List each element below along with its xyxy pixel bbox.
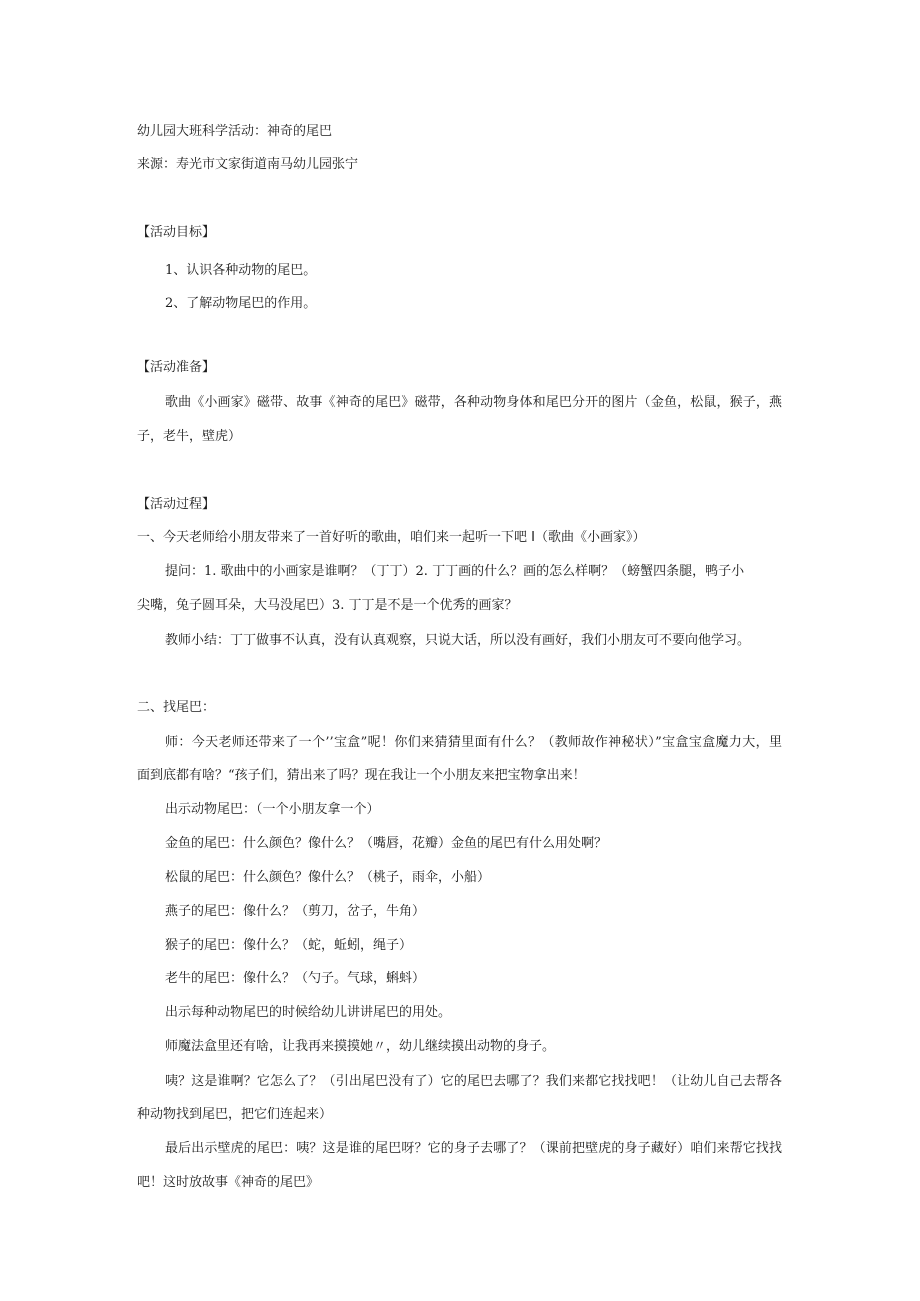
preparation-line-2: 子，老牛，壁虎）: [137, 429, 242, 444]
part2-line-4: 金鱼的尾巴：什么颜色？像什么？（嘴唇，花瓣）金鱼的尾巴有什么用处啊？: [165, 836, 608, 851]
preparation-line-1: 歌曲《小画家》磁带、故事《神奇的尾巴》磁带，各种动物身体和尾巴分开的图片（金鱼，松鼠，猴子，燕: [165, 395, 782, 410]
part2-line-10: 师魔法盒里还有啥，让我再来摸摸她〃，幼儿继续摸出动物的身子。: [165, 1039, 556, 1054]
document-title: 幼儿园大班科学活动：神奇的尾巴: [137, 124, 333, 139]
goal-item-1: 1、认识各种动物的尾巴。: [165, 263, 317, 278]
part2-line-12: 种动物找到尾巴，把它们连起来）: [137, 1107, 333, 1122]
part2-heading: 二、找尾巴：: [137, 700, 216, 715]
part2-line-2: 面到底都有啥？“孩子们，猜出来了吗？现在我让一个小朋友来把宝物拿出来！: [137, 768, 586, 783]
goals-heading: 【活动目标】: [137, 225, 216, 240]
part2-line-3: 出示动物尾巴：（一个小朋友拿一个）: [165, 802, 380, 817]
part2-line-8: 老牛的尾巴：像什么？（勺子。气球，蝌蚪）: [165, 971, 426, 986]
part1-line-1: 提问：1. 歌曲中的小画家是谁啊？（丁丁）2. 丁丁画的什么？画的怎么样啊？（螃蟹四条腿，鸭子小: [165, 564, 745, 579]
part2-line-1: 师：今天老师还带来了一个’’宝盒”呢！你们来猜猜里面有什么？（教师故作神秘状）”宝盒宝盒魔力大，里: [165, 735, 782, 750]
part2-line-7: 猴子的尾巴：像什么？（蛇，蚯蚓，绳子）: [165, 938, 413, 953]
part2-line-14: 吧！这时放故事《神奇的尾巴》: [137, 1175, 320, 1190]
part1-line-3: 教师小结：丁丁做事不认真，没有认真观察，只说大话，所以没有画好，我们小朋友可不要向他学习。: [165, 633, 751, 648]
goal-item-2: 2、了解动物尾巴的作用。: [165, 296, 317, 311]
part2-line-13: 最后出示壁虎的尾巴：咦？这是谁的尾巴呀？它的身子去哪了？（课前把壁虎的身子藏好）咱们来帮它找找: [165, 1141, 782, 1156]
part2-line-11: 咦？这是谁啊？它怎么了？（引出尾巴没有了）它的尾巴去哪了？我们来都它找找吧！（让幼儿自己去帮各: [165, 1074, 782, 1089]
part2-line-5: 松鼠的尾巴：什么颜色？像什么？（桃子，雨伞，小船）: [165, 870, 491, 885]
process-heading: 【活动过程】: [137, 497, 216, 512]
part1-heading: 一、今天老师给小朋友带来了一首好听的歌曲，咱们来一起听一下吧 I（歌曲《小画家》）: [137, 530, 646, 545]
part2-line-9: 出示每种动物尾巴的时候给幼儿讲讲尾巴的用处。: [165, 1005, 452, 1020]
document-source: 来源：寿光市文家街道南马幼儿园张宁: [137, 157, 359, 172]
part1-line-2: 尖嘴，兔子圆耳朵，大马没尾巴）3. 丁丁是不是一个优秀的画家？: [137, 598, 518, 613]
part2-line-6: 燕子的尾巴：像什么？（剪刀，岔子，牛角）: [165, 904, 426, 919]
preparation-heading: 【活动准备】: [137, 360, 216, 375]
